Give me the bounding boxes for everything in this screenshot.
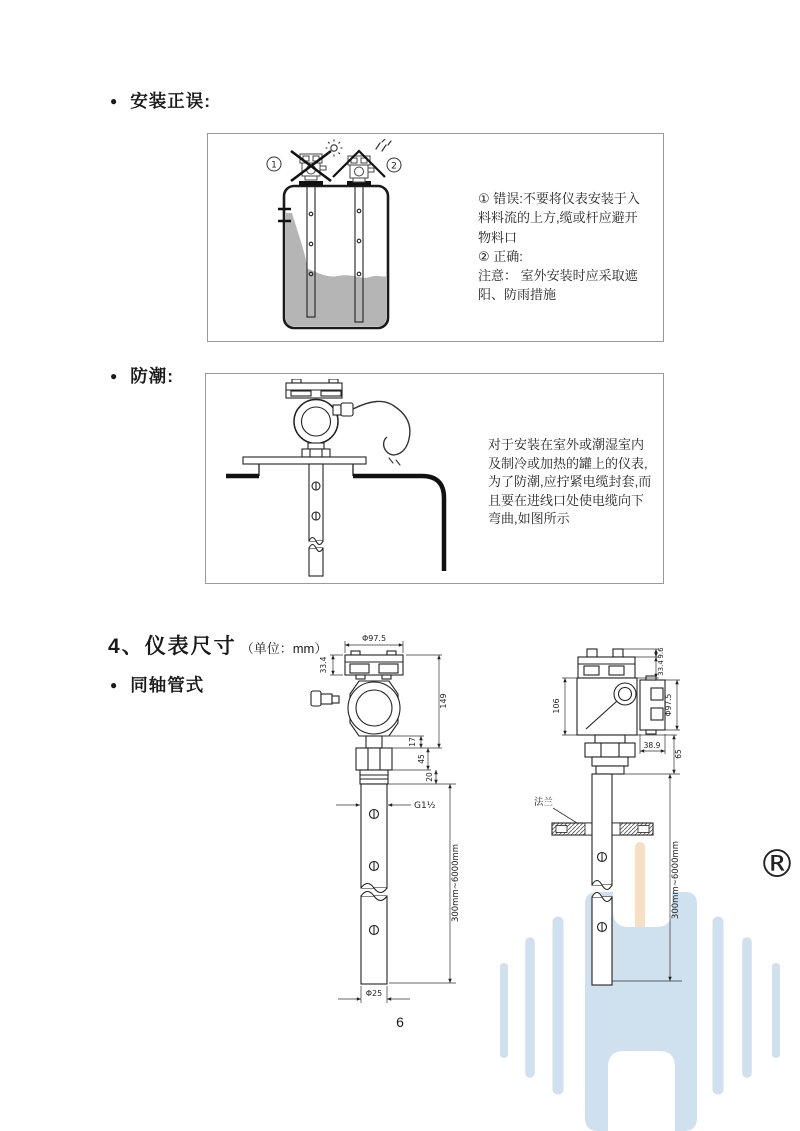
subtype-header [110, 672, 204, 697]
label-2: 2 [391, 161, 397, 172]
dim-top-width: Φ97.5 [361, 634, 387, 643]
sun-icon [326, 140, 343, 157]
drip-icon [389, 458, 400, 465]
heading-number: 4、 [108, 635, 145, 658]
dim-cap-h: 33.4 [319, 656, 328, 674]
bullet-icon: ● [110, 368, 118, 383]
moisture-figure-box [205, 373, 664, 584]
dim-tab-h: 9.6 [657, 647, 665, 659]
note-line: 为了防潮,应拧紧电缆封套,而 [488, 474, 652, 490]
subtype-title: 同轴管式 [130, 675, 205, 695]
diagram-labels [267, 157, 401, 172]
note-line: ① 错误:不要将仪表安装于入 [478, 191, 640, 206]
note-line: 料料流的上方,缆或杆应避开 [478, 210, 638, 226]
flange-plate [243, 457, 366, 464]
tank-roof-right [353, 476, 444, 571]
tank-diagram [248, 139, 488, 334]
section-moisture-title: 防潮: [130, 366, 175, 386]
cable-loop [353, 401, 410, 455]
dimensions-heading [108, 630, 327, 660]
bullet-icon: ● [110, 93, 118, 108]
dim-flange-d: Φ97.5 [664, 693, 673, 717]
flange-label: 法兰 [534, 797, 554, 808]
dim-nut-h: 45 [417, 754, 426, 764]
front-probe-tube [361, 784, 387, 984]
dim-body-h: 106 [552, 698, 561, 714]
note-line: 且要在进线口处使电缆向下 [488, 492, 645, 508]
note-line: 及制冷或加热的罐上的仪表, [488, 455, 648, 471]
label-1: 1 [271, 160, 277, 171]
probe-tube [309, 464, 323, 576]
note-line: 物料口 [478, 229, 518, 245]
device-2 [348, 156, 374, 182]
heading-unit: （单位：mm） [240, 641, 328, 656]
dim-probe-range: 300mm~6000mm [671, 840, 681, 920]
dim-neck-h: 17 [408, 737, 417, 747]
nozzle-walls [259, 464, 353, 476]
transmitter-head [286, 379, 353, 457]
moisture-notes [488, 436, 660, 529]
note-line: ② 正确: [478, 248, 523, 264]
side-head [577, 649, 665, 774]
section-moisture-header [110, 363, 174, 388]
registered-mark: ® [758, 842, 796, 886]
moisture-diagram [226, 379, 476, 581]
dim-tube-d: Φ25 [365, 989, 383, 998]
dim-lower-h: 65 [674, 749, 683, 759]
dim-thread-h: 20 [425, 772, 434, 782]
note-line: 弯曲,如图所示 [488, 511, 570, 527]
drawing-coaxial-front [298, 630, 473, 1020]
note-line: 注意： 室外安装时应采取遮 [478, 268, 638, 284]
dim-thread: G1½ [414, 801, 436, 811]
rain-icon [376, 139, 391, 151]
install-figure-box [207, 133, 664, 342]
bullet-icon: ● [110, 677, 118, 692]
drawing-coaxial-side [520, 622, 745, 1017]
dim-cap-h: 33.4 [657, 660, 665, 676]
section-install-title: 安装正误: [130, 91, 212, 111]
section-install-header [110, 88, 211, 113]
side-probe-tube [592, 774, 612, 985]
note-line: 阳、防雨措施 [478, 287, 557, 303]
dim-head-h: 149 [439, 693, 448, 709]
dim-probe-range: 300mm~6000mm [451, 843, 461, 923]
note-line: 对于安装在室外或潮湿室内 [488, 437, 645, 452]
page-number: 6 [396, 1014, 404, 1030]
heading-title: 仪表尺寸 [144, 635, 237, 658]
mount-bar-1 [299, 181, 323, 186]
install-notes [478, 189, 658, 305]
dim-body-w: 38.9 [643, 741, 661, 750]
